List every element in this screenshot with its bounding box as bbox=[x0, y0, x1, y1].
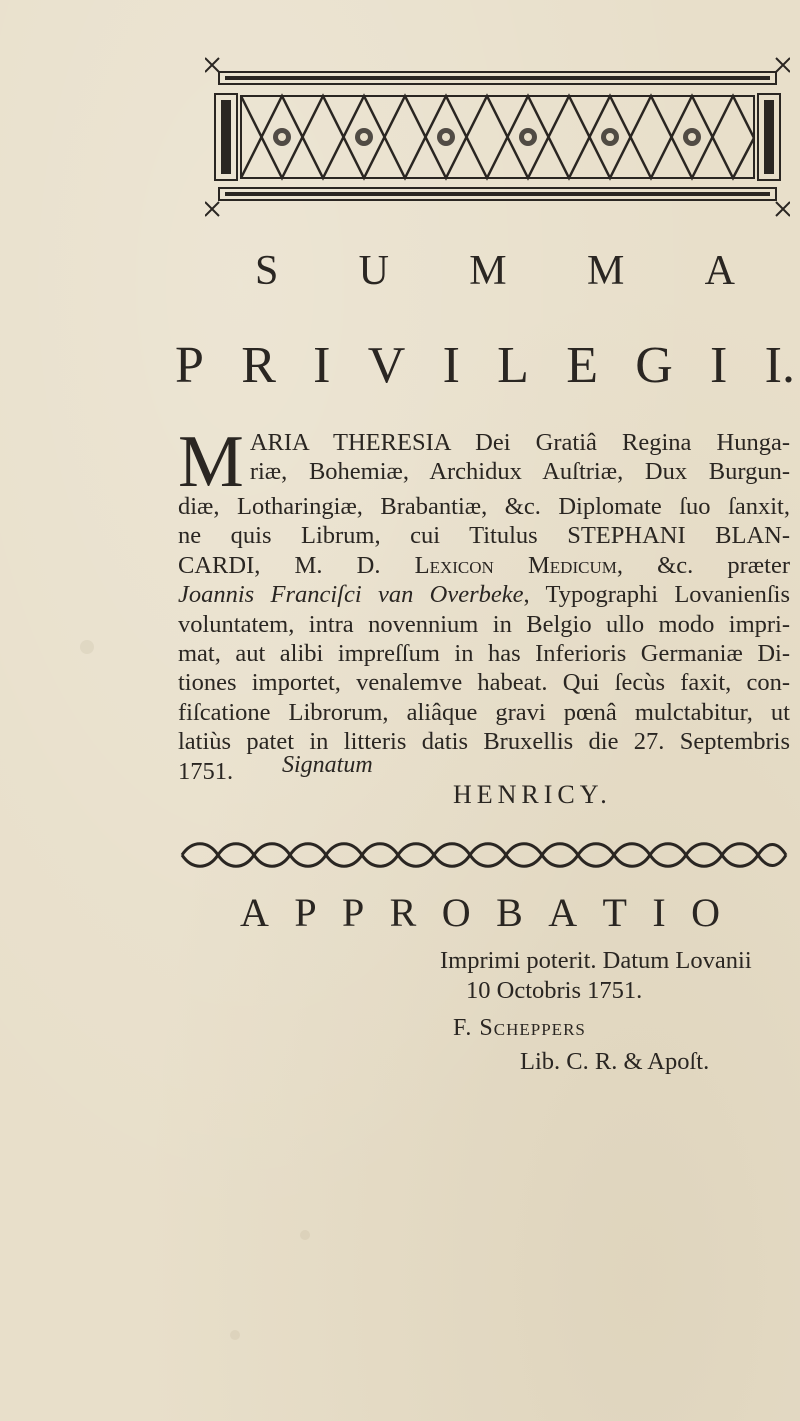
heading-letter: P bbox=[294, 890, 317, 935]
paper-stain bbox=[300, 1230, 310, 1240]
heading-letter: B bbox=[496, 890, 523, 935]
censor-name: F. Scheppers bbox=[453, 1015, 586, 1041]
heading-letter: M bbox=[586, 248, 625, 294]
text-line: latiùs patet in litteris datis Bruxellis die 27. Septembris bbox=[178, 728, 790, 756]
heading-letter: L bbox=[497, 337, 529, 394]
heading-letter: A bbox=[548, 890, 578, 935]
text-line bbox=[178, 580, 790, 609]
book-title-smallcaps: Lexicon Medicum bbox=[414, 551, 617, 579]
heading-approbatio bbox=[240, 890, 720, 935]
heading-privilegii bbox=[175, 337, 795, 394]
signer-name: HENRICY. bbox=[453, 780, 612, 809]
heading-summa bbox=[255, 250, 735, 292]
divider-ornament bbox=[178, 836, 790, 874]
heading-letter: I bbox=[313, 337, 331, 394]
heading-letter: I bbox=[710, 337, 728, 394]
text-line: voluntatem, intra novennium in Belgio ullo modo impri- bbox=[178, 610, 790, 638]
heading-letter: T bbox=[602, 890, 627, 935]
text-line: tiones importet, venalemve habeat. Qui ſecùs faxit, con- bbox=[178, 669, 790, 697]
heading-letter: V bbox=[367, 337, 406, 394]
text-line: 10 Octobris 1751. bbox=[466, 977, 643, 1004]
heading-letter: A bbox=[240, 890, 269, 935]
text-line: Imprimi poterit. Datum Lovanii bbox=[440, 947, 752, 974]
text-line: fiſcatione Librorum, aliâque gravi pœnâ mulctabitur, ut bbox=[178, 698, 790, 726]
text-span: CARDI, M. D. bbox=[178, 551, 381, 579]
censor-title: Lib. C. R. & Apoſt. bbox=[520, 1048, 710, 1075]
heading-letter: R bbox=[241, 337, 276, 394]
heading-letter: I bbox=[442, 337, 460, 394]
text-line bbox=[178, 551, 790, 580]
approbation-text bbox=[440, 946, 752, 1006]
text-line: mat, aut alibi impreſſum in has Inferioris Germaniæ Di- bbox=[178, 639, 790, 667]
signatum-label: Signatum bbox=[282, 752, 373, 778]
text-line: diæ, Lotharingiæ, Brabantiæ, &c. Diplomate ſuo ſanxit, bbox=[178, 493, 790, 520]
paper-stain bbox=[80, 640, 94, 654]
heading-letter: G bbox=[635, 337, 673, 394]
heading-letter: P bbox=[175, 337, 204, 394]
heading-letter: R bbox=[389, 890, 417, 935]
text-span: , &c. præter bbox=[616, 551, 790, 579]
heading-letter: U bbox=[358, 248, 389, 294]
heading-letter: E bbox=[566, 337, 598, 394]
heading-letter: I. bbox=[764, 337, 795, 394]
text-line: ne quis Librum, cui Titulus STEPHANI BLAN- bbox=[178, 522, 790, 550]
text-line: ARIA THERESIA Dei Gratiâ Regina Hunga- bbox=[249, 429, 790, 456]
heading-letter: I bbox=[652, 890, 666, 935]
heading-letter: O bbox=[691, 890, 720, 935]
heading-letter: S bbox=[255, 248, 279, 294]
privilege-text bbox=[178, 421, 791, 786]
paper-stain bbox=[230, 1330, 240, 1340]
drop-cap: M bbox=[178, 421, 244, 503]
heading-letter: M bbox=[469, 248, 507, 294]
headpiece-ornament bbox=[205, 52, 790, 220]
printer-name-italic: Joannis Franciſci van Overbeke bbox=[178, 581, 524, 609]
heading-letter: O bbox=[441, 890, 471, 935]
heading-letter: P bbox=[341, 890, 365, 935]
text-line: riæ, Bohemiæ, Archidux Auſtriæ, Dux Burgun- bbox=[249, 458, 790, 486]
heading-letter: A bbox=[704, 248, 735, 294]
text-line: 1751. bbox=[178, 757, 234, 785]
text-span: , Typographi Lovanienſis bbox=[523, 581, 791, 609]
